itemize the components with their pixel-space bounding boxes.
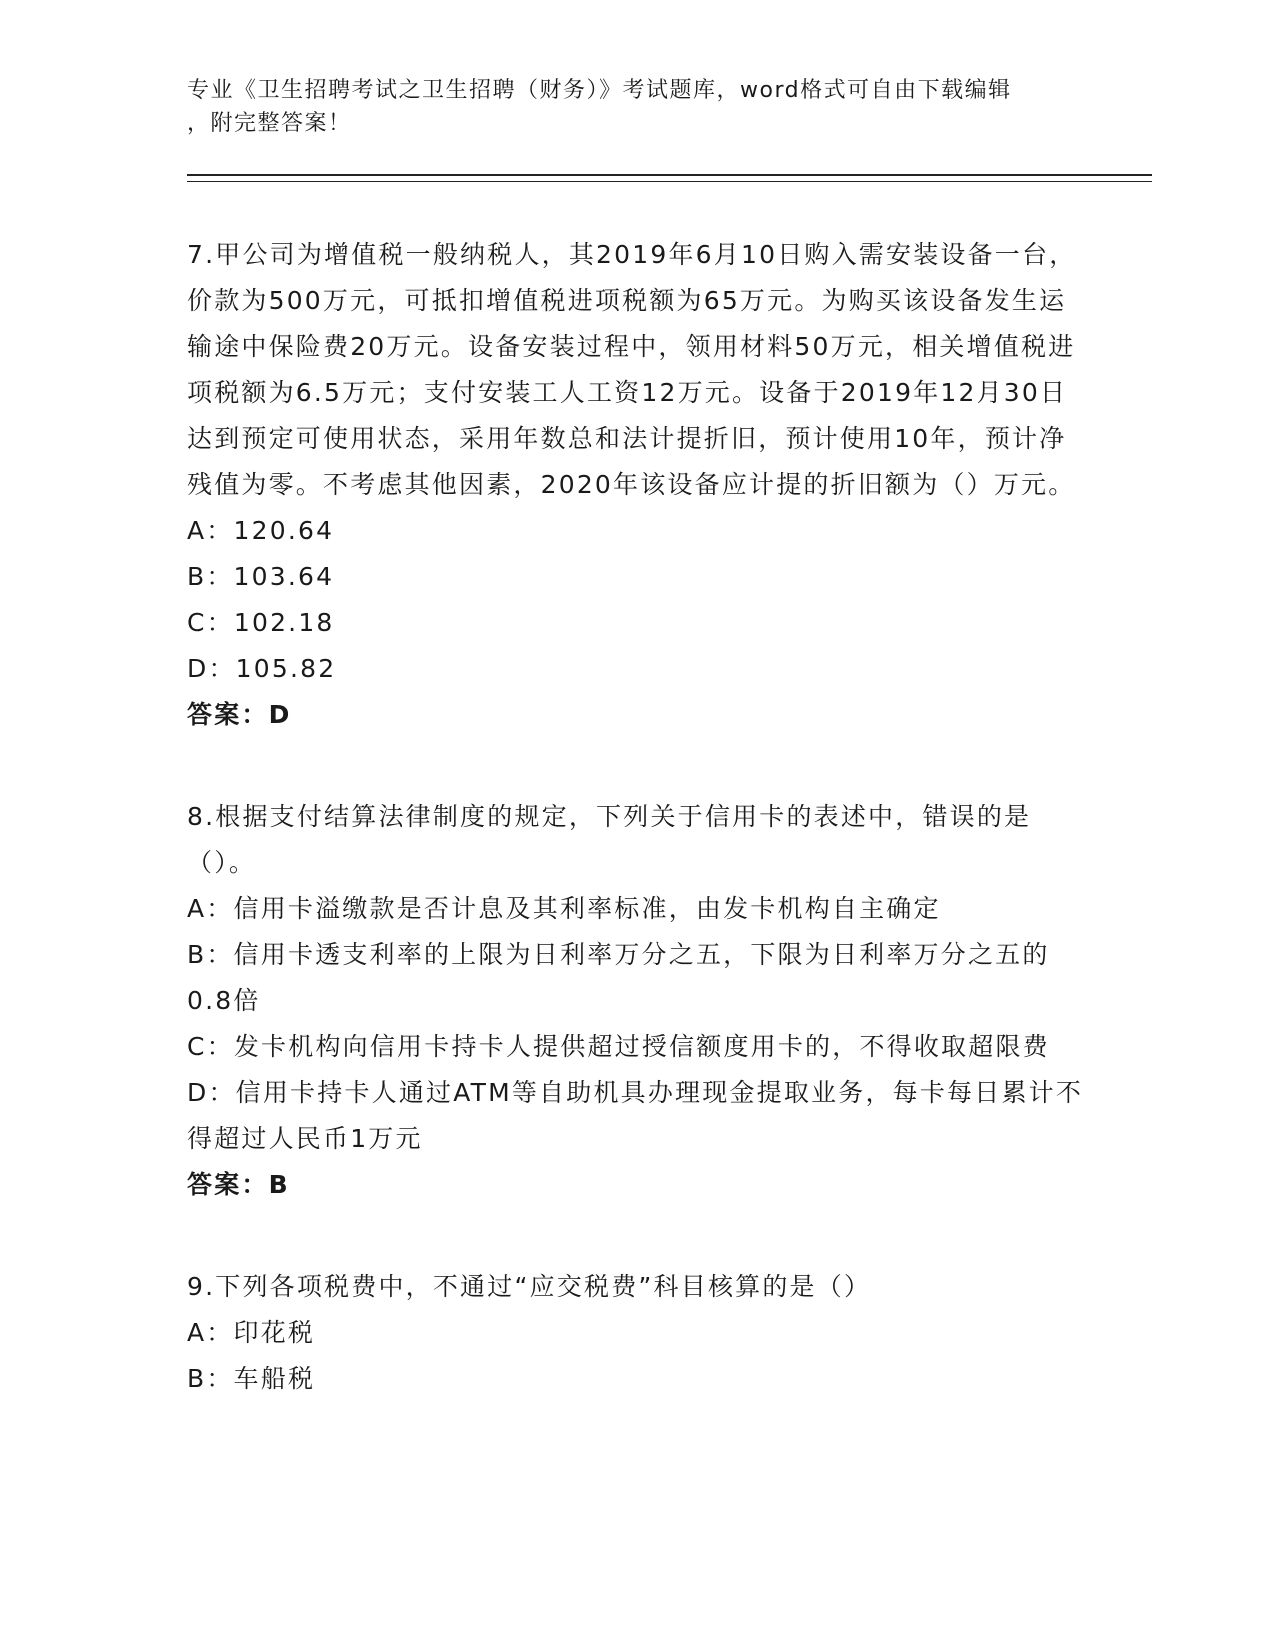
answer-line: 答案：D — [187, 700, 292, 729]
question-8 — [187, 794, 1087, 1208]
option-b: B：信用卡透支利率的上限为日利率万分之五，下限为日利率万分之五的0.8倍 — [187, 940, 1050, 1015]
option-a: A：印花税 — [187, 1318, 316, 1347]
option-c: C：102.18 — [187, 608, 335, 637]
question-stem: 7.甲公司为增值税一般纳税人，其2019年6月10日购入需安装设备一台，价款为500万元，可抵扣增值税进项税额为65万元。为购买该设备发生运输途中保险费20万元。设备安装过程中，领用材料50万元，相关增值税进项税额为6.5万元；支付安装工人工资12万元。设备于2019年12月30日达到预定可使用状态，采用年数总和法计提折旧，预计使用10年，预计净残值为零。不考虑其他因素，2020年该设备应计提的折旧额为（）万元。 — [187, 240, 1077, 499]
header-title-line-2: ，附完整答案！ — [187, 111, 352, 136]
option-d: D：信用卡持卡人通过ATM等自助机具办理现金提取业务，每卡每日累计不得超过人民币1万元 — [187, 1078, 1084, 1153]
option-b: B：车船税 — [187, 1364, 316, 1393]
question-9 — [187, 1264, 1087, 1402]
question-7 — [187, 232, 1087, 738]
option-d: D：105.82 — [187, 654, 337, 683]
option-a: A：信用卡溢缴款是否计息及其利率标准，由发卡机构自主确定 — [187, 894, 941, 923]
option-b: B：103.64 — [187, 562, 335, 591]
answer-line: 答案：B — [187, 1170, 290, 1199]
header-divider — [187, 174, 1152, 182]
option-c: C：发卡机构向信用卡持卡人提供超过授信额度用卡的，不得收取超限费 — [187, 1032, 1050, 1061]
option-a: A：120.64 — [187, 516, 335, 545]
document-header — [187, 74, 1067, 140]
question-stem: 9.下列各项税费中，不通过“应交税费”科目核算的是（） — [187, 1272, 872, 1301]
question-list — [187, 232, 1087, 1402]
question-stem: 8.根据支付结算法律制度的规定，下列关于信用卡的表述中，错误的是（）。 — [187, 802, 1032, 877]
header-title-line-1: 专业《卫生招聘考试之卫生招聘（财务）》考试题库，word格式可自由下载编辑 — [187, 78, 1012, 103]
